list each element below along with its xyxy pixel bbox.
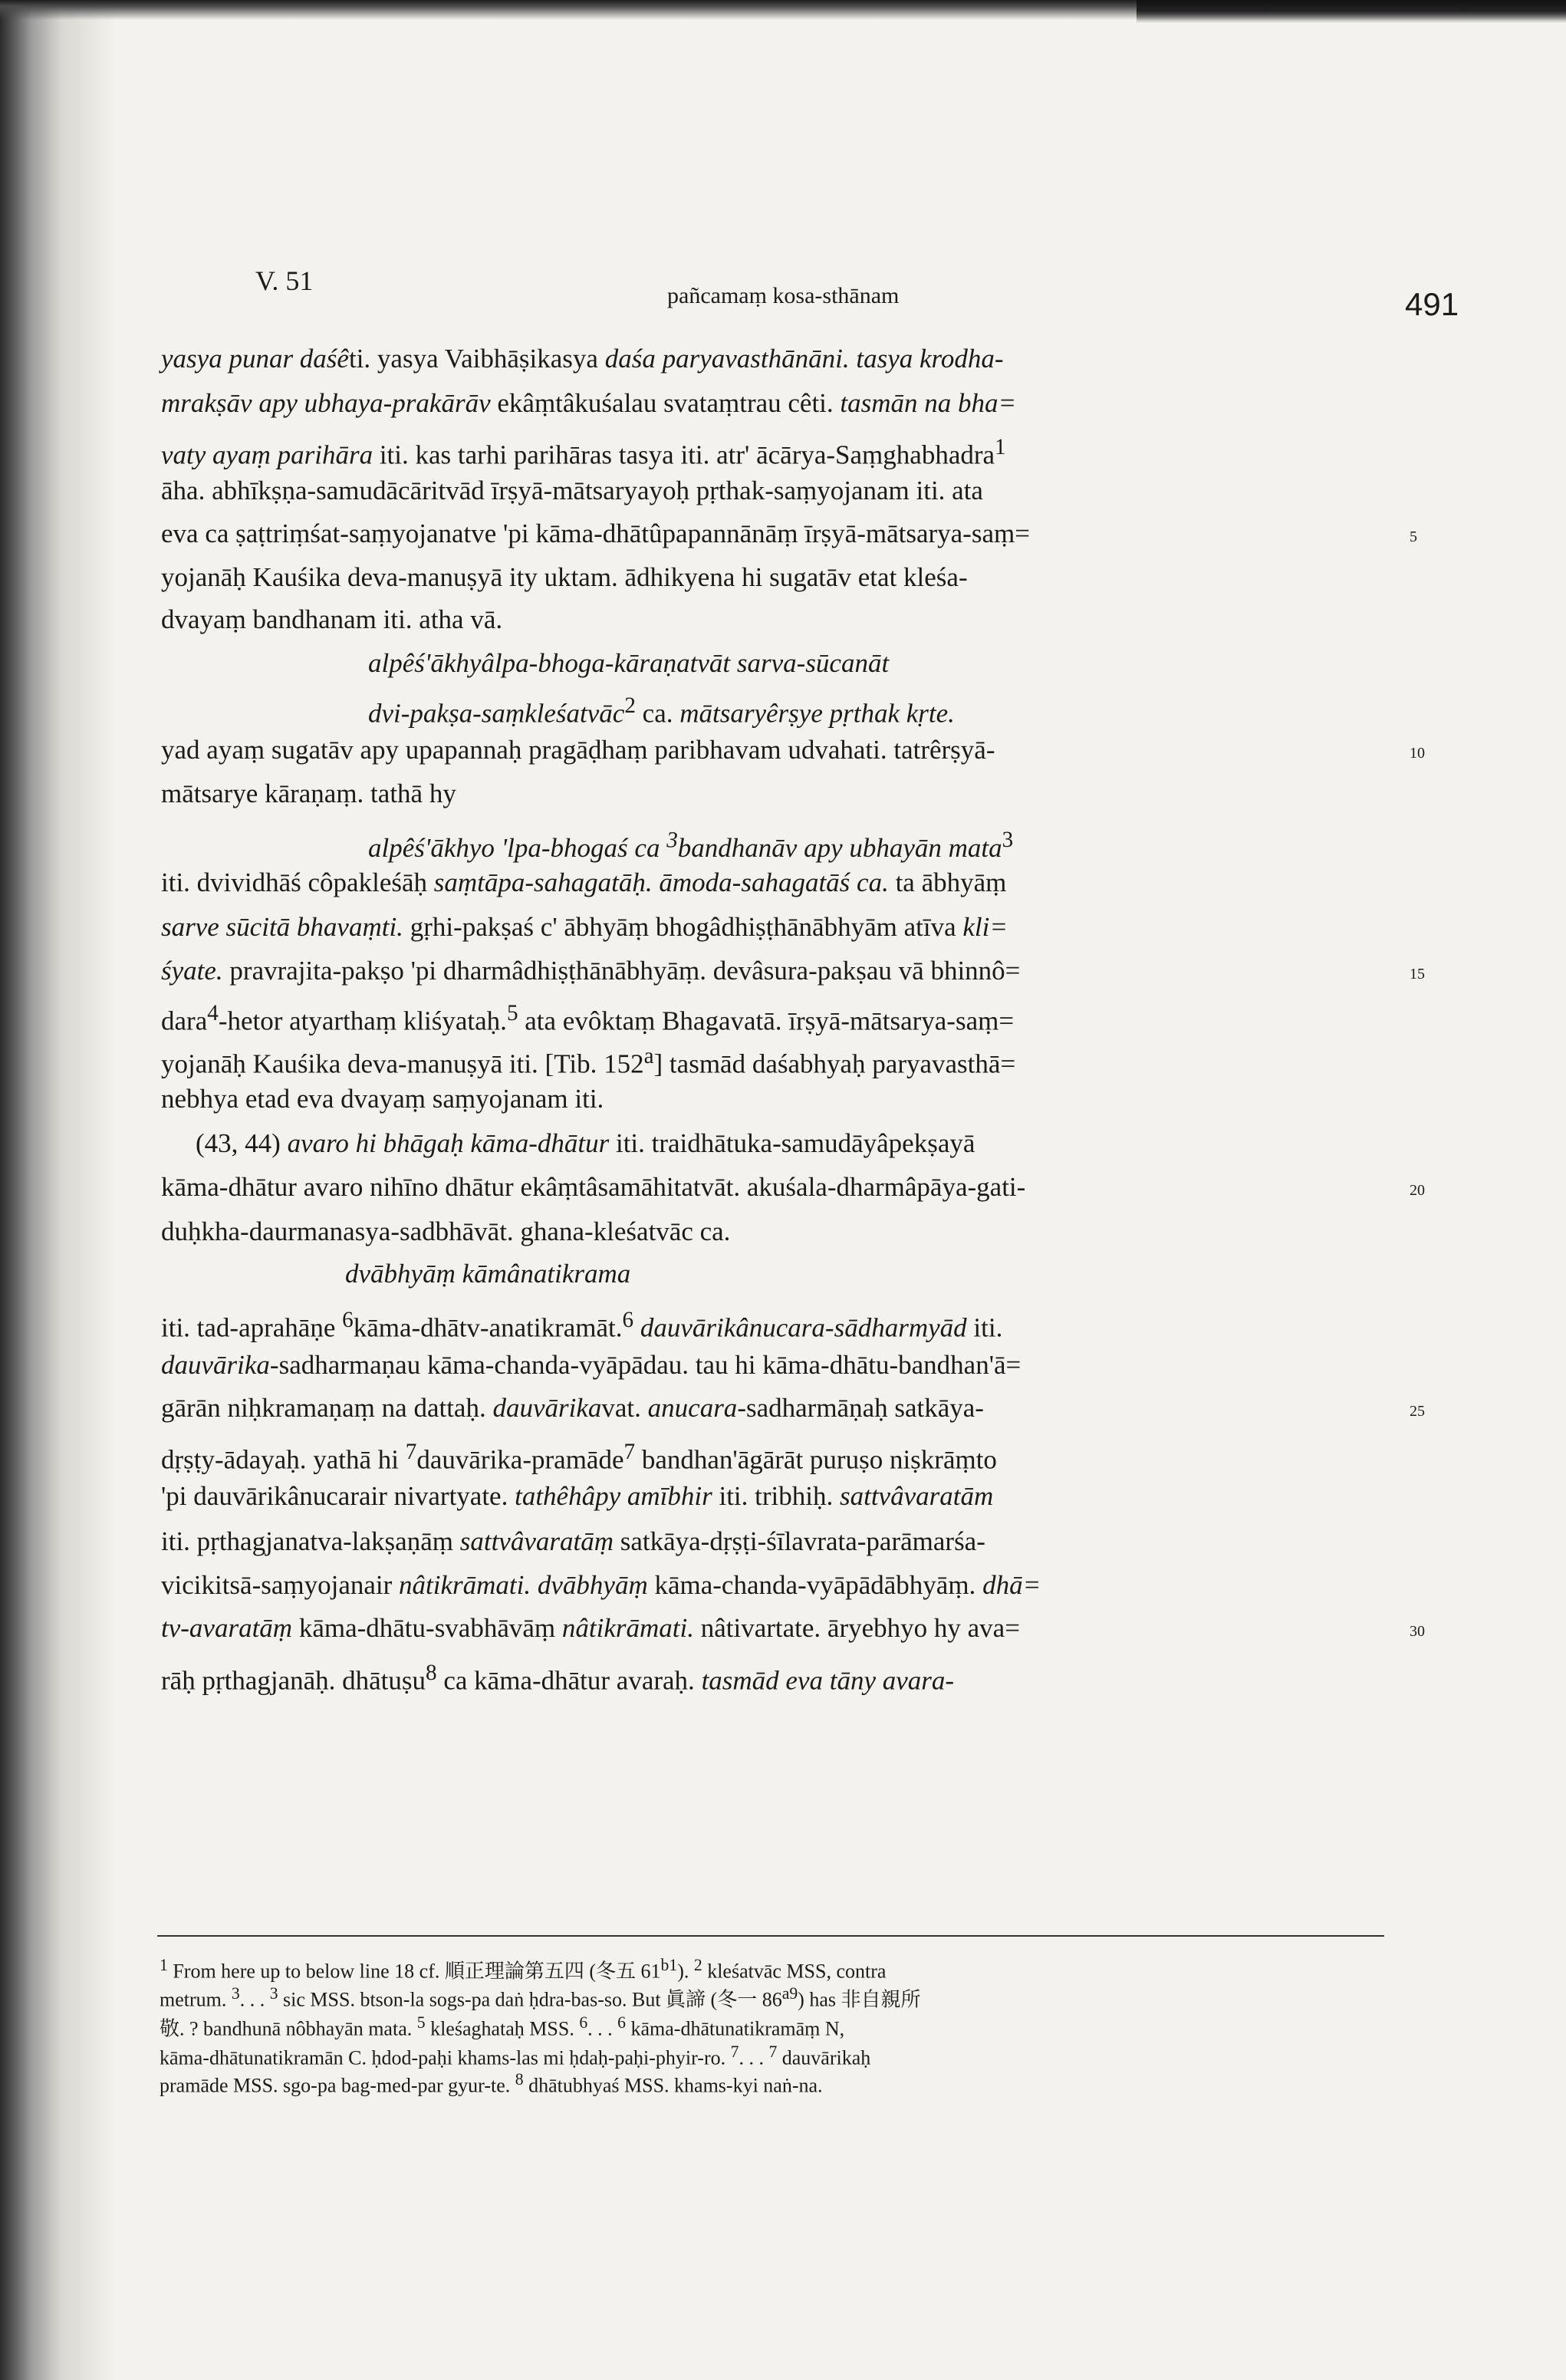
text-line: kāma-dhātur avaro nihīno dhātur ekâṃtâsamāhitatvāt. akuśala-dharmâpāya-gati- [161,1172,1026,1202]
text-line: dvi-pakṣa-saṃkleśatvāc$^2$ ca. mātsaryêrṣye pṛthak kṛte. [368,693,955,729]
footnote-line: 敬. ? bandhunā nôbhayān mata. $^5$ kleśaghataḥ MSS. $^6$. . . $^6$ kāma-dhātunatikramāṃ N, [160,2013,845,2040]
text-line: yasya punar daśêti. yasya Vaibhāṣikasya daśa paryavasthānāni. tasya krodha- [161,344,1004,374]
text-line: yojanāḥ Kauśika deva-manuṣyā iti. [Tib. 152$^a$] tasmād daśabhyaḥ paryavasthā= [161,1044,1016,1079]
text-line: vaty ayaṃ parihāra iti. kas tarhi parihāras tasya iti. atr' ācārya-Saṃghabhadra$^1$ [161,435,1006,470]
text-line: tv-avaratāṃ kāma-dhātu-svabhāvāṃ nâtikrāmati. nâtivartate. āryebhyo hy ava= [161,1613,1020,1643]
text-line: gārān niḥkramaṇaṃ na dattaḥ. dauvārikavat. anucara-sadharmāṇaḥ satkāya- [161,1393,984,1423]
text-line: iti. tad-aprahāṇe $^6$kāma-dhātv-anatikramāt.$^6$ dauvārikânucara-sādharmyād iti. [161,1308,1003,1343]
text-line: dvābhyāṃ kāmânatikrama [345,1259,631,1289]
footnote-rule [157,1935,1384,1937]
footnote-line: pramāde MSS. sgo-pa bag-med-par gyur-te. $^8$ dhātubhyaś MSS. khams-kyi naṅ-na. [160,2070,823,2097]
text-line: alpêś'ākhyâlpa-bhoga-kāraṇatvāt sarva-sūcanāt [368,648,890,678]
text-line: yojanāḥ Kauśika deva-manuṣyā ity uktam. ādhikyena hi sugatāv etat kleśa- [161,562,968,592]
line-number: 30 [1410,1623,1425,1640]
scan-shadow-top-right [1137,0,1566,23]
page-number: 491 [1405,286,1459,322]
text-line: eva ca ṣaṭtriṃśat-saṃyojanatve 'pi kāma-dhātûpapannānāṃ īrṣyā-mātsarya-saṃ= [161,518,1030,548]
footnote-line: metrum. $^3$. . . $^3$ sic MSS. btson-la sogs-pa daṅ ḥdra-bas-so. But 眞諦 (冬一 $86^{a9}$) has 非自親所 [160,1984,921,2011]
text-line: dauvārika-sadharmaṇau kāma-chanda-vyāpādau. tau hi kāma-dhātu-bandhan'ā= [161,1350,1022,1380]
line-number: 25 [1410,1403,1425,1420]
text-line: alpêś'ākhyo 'lpa-bhogaś ca $^3$bandhanāv apy ubhayān mata$^3$ [368,828,1014,863]
text-line: sarve sūcitā bhavaṃti. gṛhi-pakṣaś c' ābhyāṃ bhogâdhiṣṭhānābhyām atīva kli= [161,912,1008,942]
chapter-title: pañcamaṃ kosa-sthānam [667,283,900,308]
text-line: yad ayaṃ sugatāv apy upapannaḥ pragāḍhaṃ paribhavam udvahati. tatrêrṣyā- [161,735,995,765]
text-line: duḥkha-daurmanasya-sadbhāvāt. ghana-kleśatvāc ca. [161,1216,731,1246]
footnote-line: $^1$ From here up to below line 18 cf. 順正理論第五四 (冬五 $61^{b1}$). $^2$ kleśatvāc MSS, contra [160,1956,887,1983]
text-line: vicikitsā-saṃyojanair nâtikrāmati. dvābhyāṃ kāma-chanda-vyāpādābhyāṃ. dhā= [161,1570,1041,1600]
text-line: iti. pṛthagjanatva-lakṣaṇāṃ sattvâvaratāṃ satkāya-dṛṣṭi-śīlavrata-parāmarśa- [161,1526,985,1556]
footnote-line: kāma-dhātunatikramān C. ḥdod-paḥi khams-las mi ḥdaḥ-paḥi-phyir-ro. $^7$. . . $^7$ dauvārikaḥ [160,2043,871,2069]
line-number: 20 [1410,1182,1425,1199]
text-line: 'pi dauvārikânucarair nivartyate. tathêhâpy amībhir iti. tribhiḥ. sattvâvaratām [161,1481,994,1511]
text-line: dṛṣṭy-ādayaḥ. yathā hi $^7$dauvārika-pramāde$^7$ bandhan'āgārāt puruṣo niṣkrāṃto [161,1440,997,1475]
verse-reference: V. 51 [255,265,314,296]
line-number: 5 [1410,528,1417,545]
text-line: āha. abhīkṣṇa-samudācāritvād īrṣyā-mātsaryayoḥ pṛthak-saṃyojanam iti. ata [161,476,983,505]
running-header [0,265,1566,326]
text-line: (43, 44) avaro hi bhāgaḥ kāma-dhātur iti. traidhātuka-samudāyâpekṣayā [196,1128,975,1158]
text-line: iti. dvividhāś côpakleśāḥ saṃtāpa-sahagatāḥ. āmoda-sahagatāś ca. ta ābhyāṃ [161,867,1007,897]
text-line: nebhya etad eva dvayaṃ saṃyojanam iti. [161,1084,604,1114]
text-line: dara$^4$-hetor atyarthaṃ kliśyataḥ.$^5$ ata evôktaṃ Bhagavatā. īrṣyā-mātsarya-saṃ= [161,1001,1015,1036]
line-number: 10 [1410,745,1425,762]
text-line: rāḥ pṛthagjanāḥ. dhātuṣu$^8$ ca kāma-dhātur avaraḥ. tasmād eva tāny avara- [161,1661,955,1696]
text-line: mrakṣāv apy ubhaya-prakārāv ekâṃtâkuśalau svataṃtrau cêti. tasmān na bha= [161,388,1017,418]
line-number: 15 [1410,966,1425,983]
scan-shadow-left [0,0,115,2380]
text-line: mātsarye kāraṇaṃ. tathā hy [161,779,456,808]
text-line: śyate. pravrajita-pakṣo 'pi dharmâdhiṣṭhānābhyāṃ. devâsura-pakṣau vā bhinnô= [161,956,1021,986]
text-line: dvayaṃ bandhanam iti. atha vā. [161,604,503,634]
